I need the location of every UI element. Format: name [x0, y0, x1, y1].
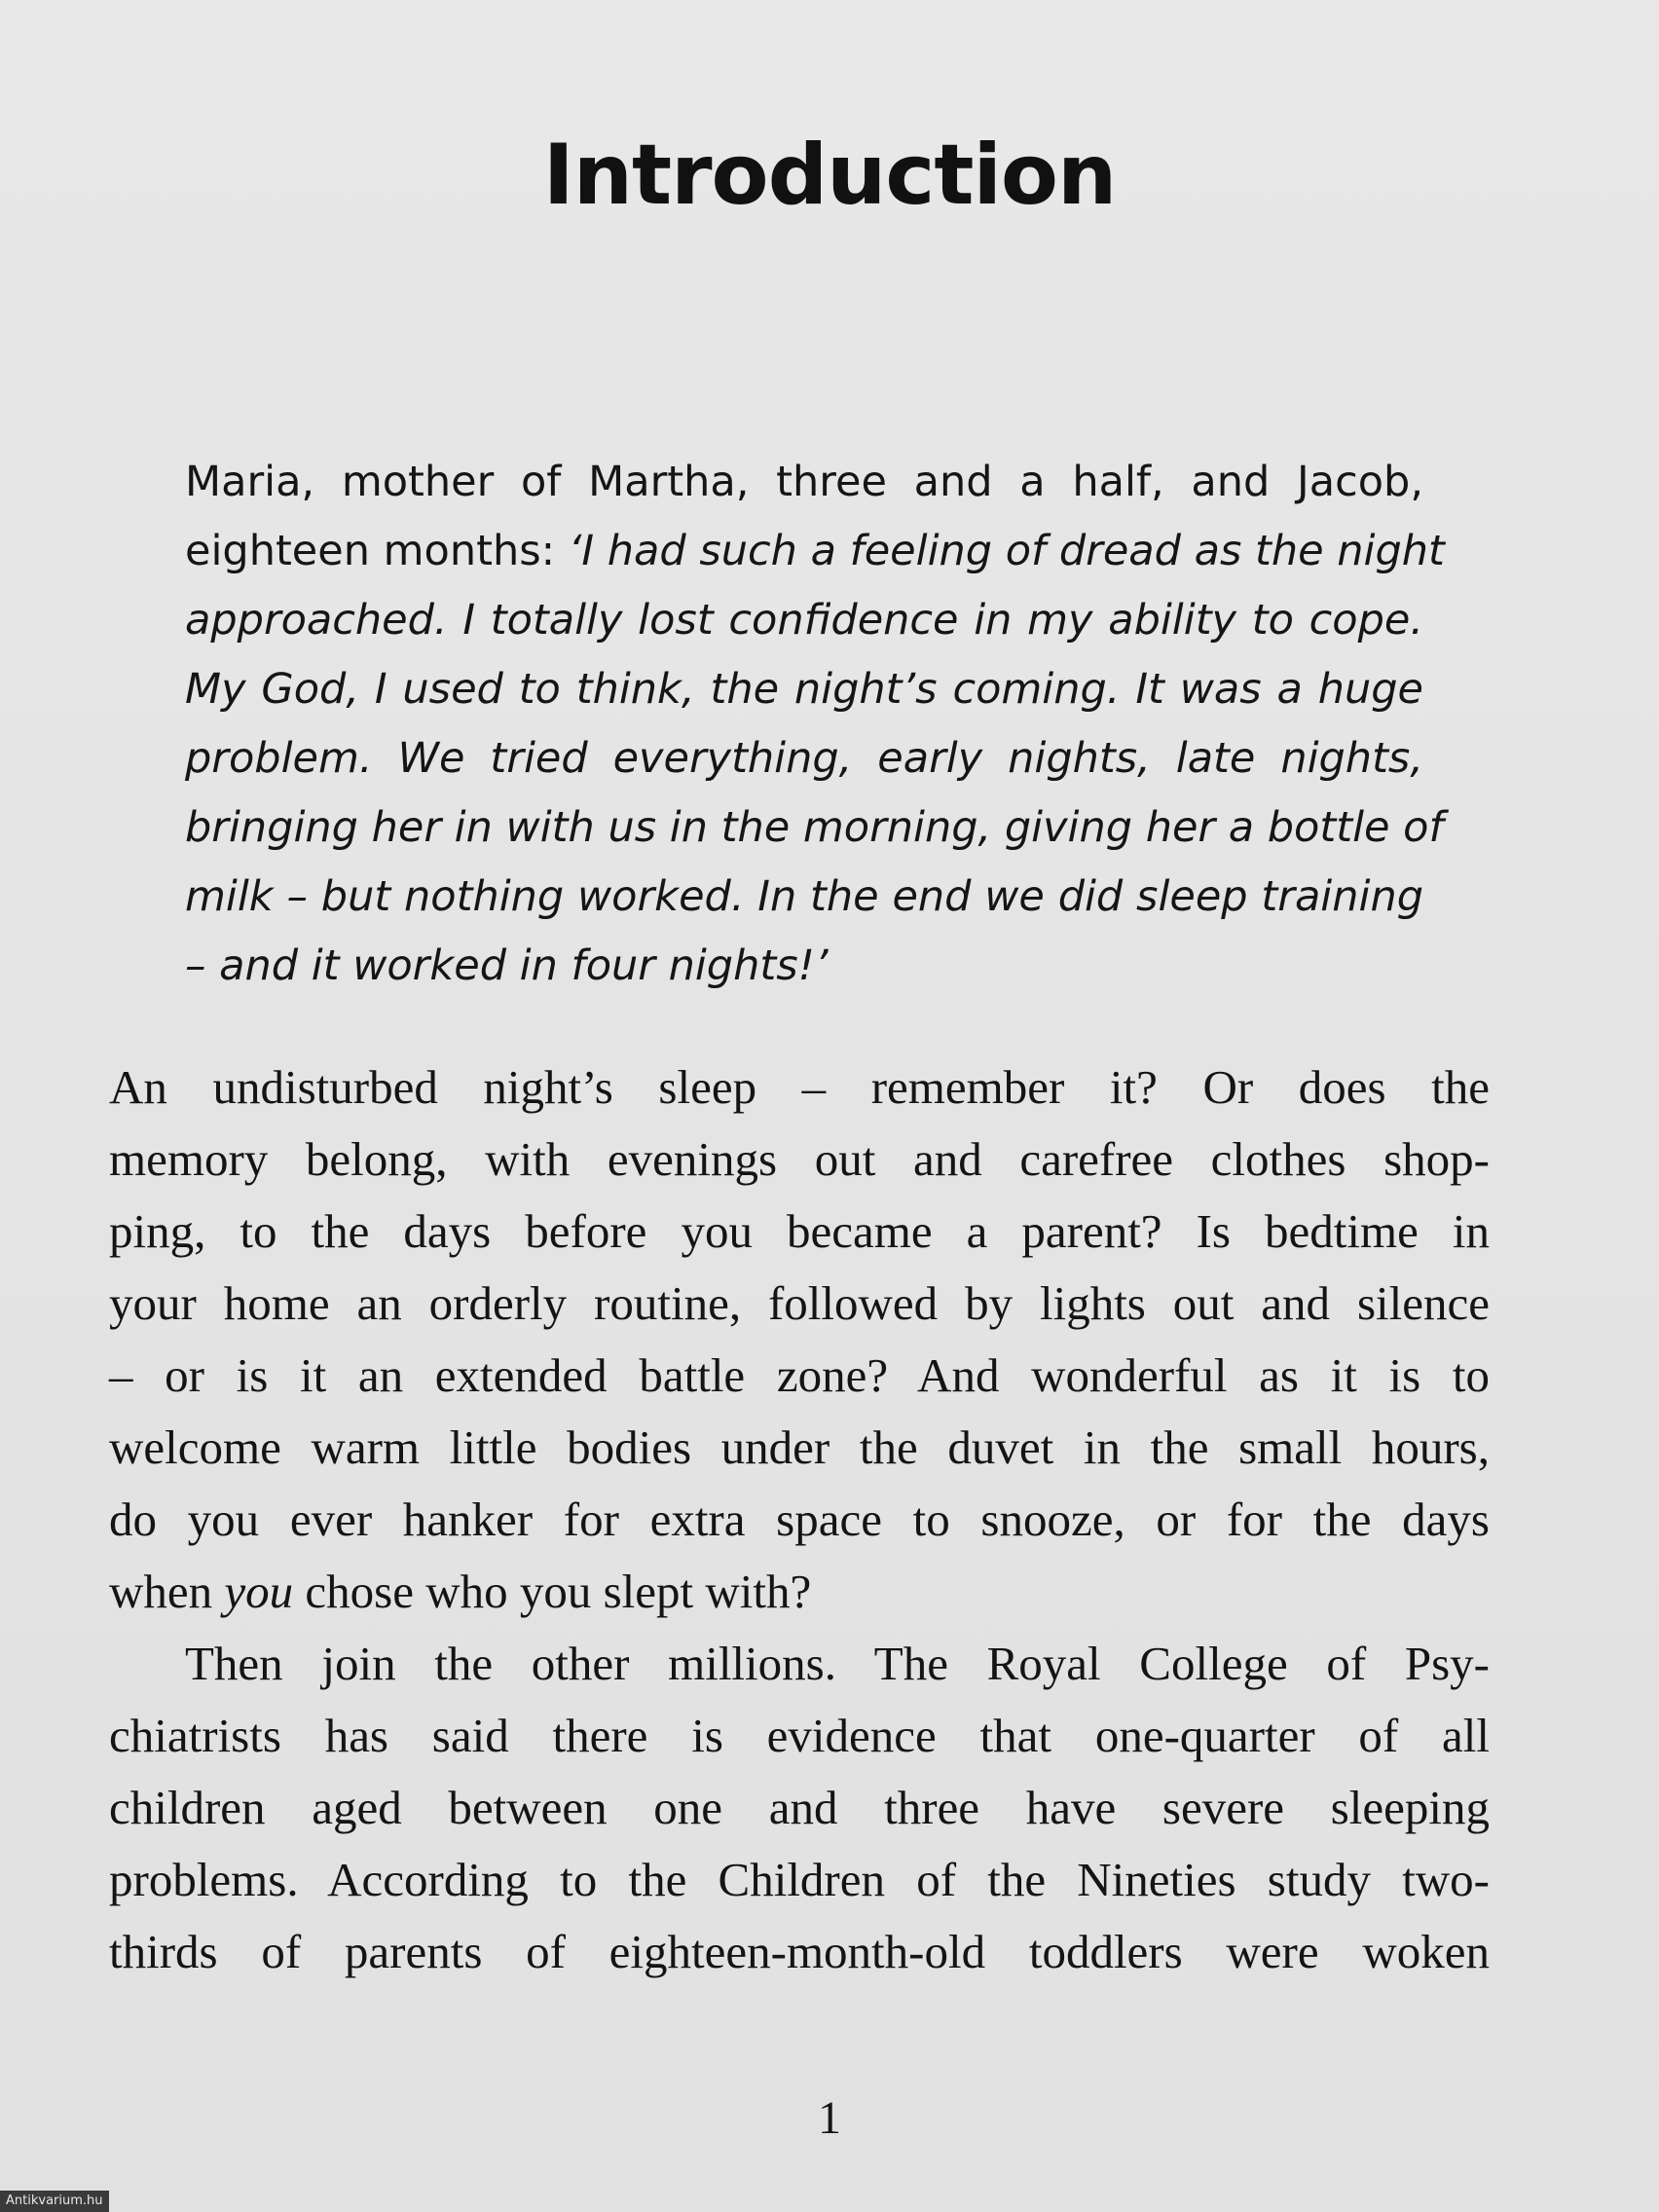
watermark-label: Antikvarium.hu — [0, 2191, 109, 2212]
quote-line: eighteen months: ‘I had such a feeling of dread as the night — [185, 527, 1445, 575]
paragraph-line: ping, to the days before you became a parent? Is bedtime in — [109, 1204, 1490, 1258]
paragraph-line: thirds of parents of eighteen-month-old toddlers were woken — [109, 1925, 1490, 1978]
paragraph-line: when you chose who you slept with? — [109, 1565, 812, 1618]
body-text — [109, 1051, 1490, 1988]
paragraph-line: problems. According to the Children of the Nineties study two- — [109, 1853, 1490, 1906]
paragraph-line: memory belong, with evenings out and carefree clothes shop- — [109, 1132, 1490, 1186]
chapter-title: Introduction — [542, 127, 1117, 224]
paragraph-line: welcome warm little bodies under the duvet in the small hours, — [109, 1420, 1490, 1474]
paragraph-line: – or is it an extended battle zone? And wonderful as it is to — [109, 1348, 1490, 1402]
paragraph-line: do you ever hanker for extra space to snooze, or for the days — [109, 1493, 1490, 1546]
paragraph — [109, 1051, 1490, 1628]
quote-line: bringing her in with us in the morning, giving her a bottle of — [185, 803, 1444, 852]
paragraph-line: chiatrists has said there is evidence that one-quarter of all — [109, 1709, 1490, 1762]
epigraph-quote — [185, 448, 1445, 1001]
paragraph — [109, 1628, 1490, 1988]
paragraph-line: your home an orderly routine, followed by lights out and silence — [109, 1276, 1490, 1330]
paragraph-line: An undisturbed night’s sleep – remember it? Or does the — [109, 1060, 1490, 1114]
quote-line: problem. We tried everything, early nights, late nights, — [185, 734, 1423, 783]
quote-line: – and it worked in four nights!’ — [185, 941, 829, 990]
quote-line: Maria, mother of Martha, three and a half, and Jacob, — [185, 458, 1423, 506]
quote-line: milk – but nothing worked. In the end we did sleep training — [185, 872, 1423, 921]
quote-line: My God, I used to think, the night’s coming. It was a huge — [185, 665, 1423, 714]
quote-line: approached. I totally lost confidence in my ability to cope. — [185, 596, 1423, 645]
paragraph-line: children aged between one and three have severe sleeping — [109, 1781, 1490, 1834]
paragraph-line: Then join the other millions. The Royal College of Psy- — [185, 1637, 1490, 1690]
page-number: 1 — [818, 2092, 841, 2144]
